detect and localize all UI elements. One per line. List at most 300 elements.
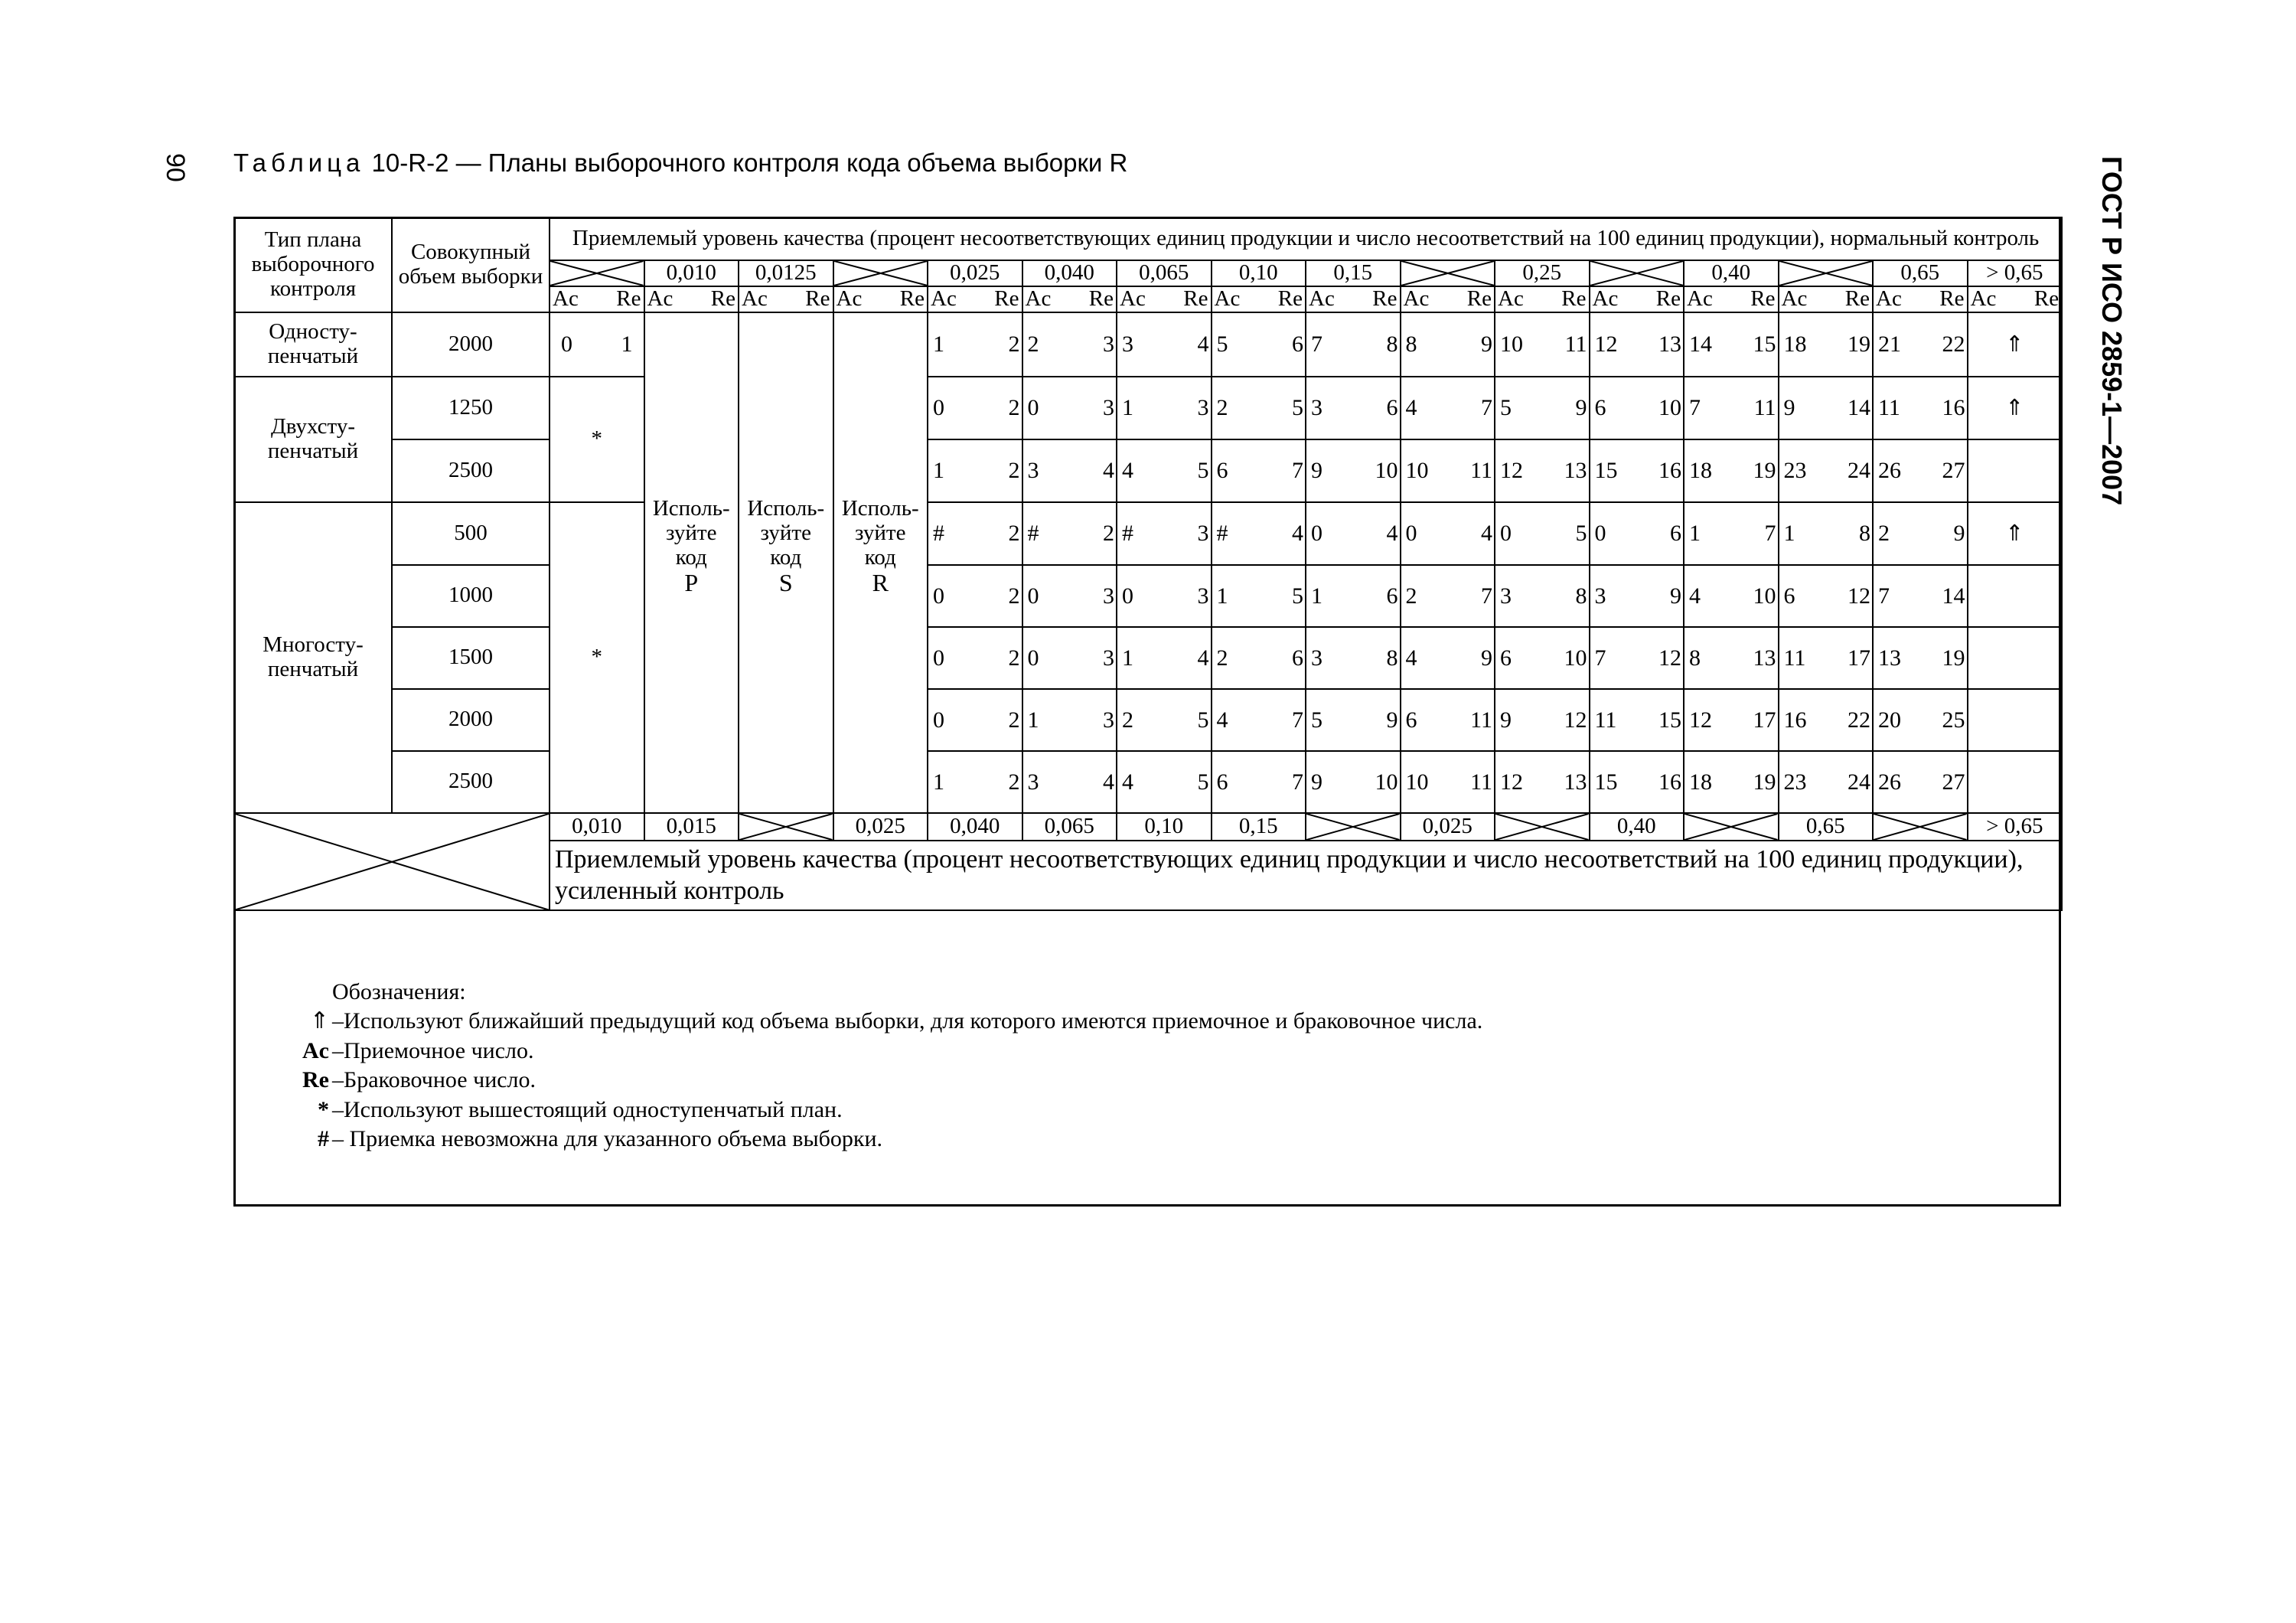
ac-value: 6 — [1500, 645, 1512, 671]
ac-re-cell — [928, 377, 1022, 439]
re-value: 2 — [1008, 707, 1020, 733]
ac-re-pair — [1401, 707, 1495, 733]
re-value: 9 — [1575, 395, 1587, 421]
ac-re-pair — [1212, 458, 1306, 483]
table-row — [234, 751, 2062, 813]
re-value: 17 — [1753, 707, 1776, 733]
ac-re-header — [1495, 286, 1590, 312]
ac-value: 1 — [1122, 645, 1133, 671]
ac-re-cell — [1684, 751, 1779, 813]
ac-value: 10 — [1405, 769, 1429, 795]
re-value: 5 — [1292, 583, 1303, 609]
ac-re-cell — [1212, 312, 1306, 377]
ac-value: 0 — [933, 707, 944, 733]
ac-re-cell — [1212, 377, 1306, 439]
ac-re-pair — [1495, 769, 1589, 795]
tightened-aql-cell: 0,010 — [550, 813, 644, 841]
ac-re-cell — [928, 689, 1022, 751]
ac-re-cell — [1022, 751, 1117, 813]
ac-value: # — [1216, 521, 1228, 547]
ac-value: 0 — [933, 395, 944, 421]
re-value: 7 — [1481, 583, 1492, 609]
plan-type-single: Односту-пенчатый — [234, 312, 392, 377]
tightened-aql-cell: 0,15 — [1212, 813, 1306, 841]
ac-re-pair — [1779, 521, 1873, 546]
legend-symbol: * — [318, 1096, 329, 1122]
ac-re-pair — [1779, 645, 1873, 671]
ac-value: 18 — [1689, 458, 1712, 484]
re-value: 3 — [1103, 645, 1114, 671]
ac-value: 8 — [1689, 645, 1701, 671]
cross-out-mark — [739, 814, 833, 840]
ac-re-header — [1401, 286, 1495, 312]
aql-normal-title: Приемлемый уровень качества (процент несоответствующих единиц продукции и число несоответствий на 100 единиц продукции), нормальный контроль — [550, 217, 2062, 260]
cross-out-mark — [1495, 814, 1589, 840]
re-value: 14 — [1848, 395, 1870, 421]
re-value: 6 — [1670, 521, 1681, 547]
re-value: 8 — [1386, 331, 1398, 358]
ac-re-pair — [1023, 458, 1117, 483]
re-value: 4 — [1103, 769, 1114, 795]
ac-value: # — [1027, 521, 1039, 547]
ac-re-cell — [928, 312, 1022, 377]
re-label: Re — [1655, 286, 1681, 311]
re-value: 6 — [1386, 395, 1398, 421]
ac-value: # — [1122, 521, 1133, 547]
cross-out-mark — [550, 261, 644, 286]
re-value: 12 — [1848, 583, 1870, 609]
use-code-s-cell — [739, 312, 833, 813]
ac-re-cell — [1779, 439, 1874, 502]
ac-re-pair — [1874, 458, 1967, 483]
ac-re-pair — [1590, 395, 1684, 420]
table-row — [234, 502, 2062, 565]
ac-value: 4 — [1689, 583, 1701, 609]
re-value: 12 — [1658, 645, 1681, 671]
ac-re-pair — [1779, 707, 1873, 733]
re-value: 9 — [1481, 331, 1492, 358]
ac-re-pair — [1779, 583, 1873, 609]
ac-re-pair — [1023, 331, 1117, 357]
ac-re-cell — [1306, 439, 1401, 502]
re-value: 22 — [1848, 707, 1870, 733]
tightened-aql-cell: 0,65 — [1779, 813, 1874, 841]
ac-re-pair — [1117, 583, 1211, 609]
legend-text: –Используют вышестоящий одноступенчатый план. — [332, 1096, 843, 1122]
ac-value: 21 — [1878, 331, 1901, 358]
ac-value: 12 — [1500, 458, 1523, 484]
re-value: 2 — [1008, 583, 1020, 609]
re-value: 2 — [1008, 331, 1020, 358]
ac-value: 9 — [1311, 458, 1322, 484]
ac-re-pair — [1495, 521, 1589, 546]
sampling-plan-sheet — [233, 217, 2061, 1207]
ac-re-pair — [1684, 645, 1778, 671]
ac-re-cell — [1401, 689, 1495, 751]
ac-re-cell — [1495, 751, 1590, 813]
ac-re-cell — [1306, 565, 1401, 627]
ac-label: Ac — [742, 286, 768, 311]
ac-re-pair — [1212, 331, 1306, 357]
ac-re-pair — [928, 769, 1022, 795]
ac-re-pair — [1495, 331, 1589, 357]
re-label: Re — [805, 286, 830, 311]
tightened-aql-cell — [739, 813, 833, 841]
re-value: 2 — [1008, 521, 1020, 547]
ac-re-cell — [1117, 312, 1212, 377]
ac-re-cell — [1873, 439, 1968, 502]
legend-item — [280, 1096, 1482, 1125]
ac-re-cell — [1873, 627, 1968, 689]
legend-text: –Браковочное число. — [332, 1067, 536, 1093]
re-value: 13 — [1564, 769, 1587, 795]
ac-re-pair — [1684, 583, 1778, 609]
ac-value: 5 — [1216, 331, 1228, 358]
ac-re-cell — [1212, 439, 1306, 502]
aql-column-header: 0,40 — [1684, 260, 1779, 286]
ac-re-pair — [1023, 707, 1117, 733]
cumulative-size-cell: 500 — [392, 502, 550, 565]
ac-label: Ac — [1970, 286, 1997, 311]
ac-value: 1 — [1027, 707, 1039, 733]
re-value: 9 — [1481, 645, 1492, 671]
last-column-cell — [1968, 751, 2063, 813]
re-value: 5 — [1197, 707, 1209, 733]
re-value: 7 — [1292, 707, 1303, 733]
ac-re-cell — [1684, 565, 1779, 627]
ac-re-pair — [1401, 521, 1495, 546]
re-label: Re — [1088, 286, 1114, 311]
ac-re-cell — [1401, 751, 1495, 813]
ac-re-header — [1117, 286, 1212, 312]
ac-re-cell — [1684, 439, 1779, 502]
re-value: 3 — [1103, 331, 1114, 358]
ac-value: 1 — [933, 769, 944, 795]
ac-value: 2 — [1878, 521, 1890, 547]
re-value: 8 — [1859, 521, 1870, 547]
re-value: 1 — [621, 331, 633, 358]
re-value: 17 — [1848, 645, 1870, 671]
ac-re-pair — [1684, 521, 1778, 546]
ac-label: Ac — [1403, 286, 1430, 311]
ac-re-pair — [1684, 395, 1778, 420]
ac-re-cell — [1022, 502, 1117, 565]
re-value: 16 — [1658, 458, 1681, 484]
ac-re-pair — [1590, 583, 1684, 609]
re-label: Re — [616, 286, 641, 311]
legend-item — [280, 1125, 1482, 1154]
use-code-text: Исполь- — [652, 495, 730, 521]
re-value: 11 — [1470, 458, 1492, 484]
ac-re-cell — [1495, 502, 1590, 565]
re-value: 9 — [1953, 521, 1965, 547]
cross-out-mark — [1684, 814, 1778, 840]
re-value: 10 — [1375, 458, 1398, 484]
ac-re-pair — [1212, 583, 1306, 609]
ac-re-header — [644, 286, 739, 312]
ac-re-pair — [1023, 769, 1117, 795]
aql-column-header — [1590, 260, 1684, 286]
ac-re-pair — [928, 331, 1022, 357]
re-value: 3 — [1197, 395, 1209, 421]
re-label: Re — [1561, 286, 1587, 311]
ac-re-cell — [1873, 751, 1968, 813]
ac-value: 0 — [1027, 395, 1039, 421]
ac-re-cell — [1779, 627, 1874, 689]
re-value: 4 — [1481, 521, 1492, 547]
legend-symbol: Ac — [302, 1037, 329, 1063]
ac-re-pair — [1590, 331, 1684, 357]
ac-value: 5 — [1500, 395, 1512, 421]
higher-single-plan-cell: * — [550, 377, 644, 502]
re-value: 3 — [1197, 521, 1209, 547]
ac-value: 0 — [933, 583, 944, 609]
use-code-text: зуйте — [666, 520, 717, 545]
ac-re-pair — [1117, 769, 1211, 795]
ac-re-cell — [1117, 751, 1212, 813]
ac-value: 7 — [1311, 331, 1322, 358]
ac-value: 3 — [1027, 458, 1039, 484]
ac-re-cell — [1212, 565, 1306, 627]
ac-value: 13 — [1878, 645, 1901, 671]
tightened-aql-cell — [1873, 813, 1968, 841]
ac-re-cell — [1022, 565, 1117, 627]
re-value: 25 — [1942, 707, 1965, 733]
re-value: 19 — [1942, 645, 1965, 671]
re-value: 5 — [1575, 521, 1587, 547]
ac-re-cell — [1590, 312, 1684, 377]
ac-re-pair — [1874, 521, 1967, 546]
cross-out-mark — [1874, 814, 1967, 840]
re-value: 15 — [1753, 331, 1776, 358]
ac-re-pair — [1874, 645, 1967, 671]
use-code-letter: P — [684, 569, 699, 597]
ac-re-cell — [1495, 689, 1590, 751]
ac-value: 0 — [1500, 521, 1512, 547]
table-row — [234, 439, 2062, 502]
aql-column-header — [833, 260, 928, 286]
ac-re-pair — [1495, 458, 1589, 483]
tightened-aql-cell — [1306, 813, 1401, 841]
re-value: 11 — [1564, 331, 1587, 358]
ac-value: 23 — [1783, 458, 1807, 484]
ac-re-pair — [1779, 395, 1873, 420]
ac-value: 4 — [1216, 707, 1228, 733]
aql-tightened-title: Приемлемый уровень качества (процент несоответствующих единиц продукции и число несоответствий на 100 единиц продукции), усиленный контроль — [550, 841, 2062, 911]
ac-re-cell — [1590, 377, 1684, 439]
ac-value: 7 — [1878, 583, 1890, 609]
ac-value: 15 — [1594, 769, 1618, 795]
ac-label: Ac — [931, 286, 957, 311]
re-value: 3 — [1103, 583, 1114, 609]
ac-value: 11 — [1878, 395, 1900, 421]
re-value: 10 — [1375, 769, 1398, 795]
ac-value: 10 — [1405, 458, 1429, 484]
ac-re-pair — [1306, 331, 1400, 357]
re-value: 2 — [1008, 395, 1020, 421]
ac-re-cell — [1684, 627, 1779, 689]
re-value: 13 — [1564, 458, 1587, 484]
tightened-aql-cell: 0,025 — [1401, 813, 1495, 841]
ac-label: Ac — [647, 286, 673, 311]
ac-label: Ac — [1309, 286, 1335, 311]
ac-re-pair — [1212, 707, 1306, 733]
ac-re-cell — [1590, 439, 1684, 502]
re-label: Re — [1277, 286, 1303, 311]
ac-value: 6 — [1783, 583, 1795, 609]
ac-re-pair — [1117, 458, 1211, 483]
ac-re-cell — [1022, 689, 1117, 751]
legend-item — [280, 1066, 1482, 1095]
re-value: 2 — [1008, 645, 1020, 671]
ac-re-cell — [1684, 312, 1779, 377]
re-value: 13 — [1658, 331, 1681, 358]
ac-value: 3 — [1594, 583, 1606, 609]
re-value: 15 — [1658, 707, 1681, 733]
ac-re-cell — [1306, 312, 1401, 377]
table-caption — [233, 149, 1127, 178]
ac-re-cell — [1306, 751, 1401, 813]
cumulative-size-header: Совокупный объем выборки — [392, 217, 550, 312]
ac-re-pair — [1306, 769, 1400, 795]
ac-value: 1 — [1689, 521, 1701, 547]
ac-re-pair — [1590, 458, 1684, 483]
ac-value: 2 — [1122, 707, 1133, 733]
ac-re-cell — [1401, 565, 1495, 627]
ac-value: 9 — [1783, 395, 1795, 421]
ac-re-pair — [1401, 645, 1495, 671]
re-value: 19 — [1753, 769, 1776, 795]
tightened-aql-cell: 0,065 — [1022, 813, 1117, 841]
ac-re-header — [550, 286, 644, 312]
ac-re-header — [1590, 286, 1684, 312]
ac-value: # — [933, 521, 944, 547]
ac-value: 8 — [1405, 331, 1417, 358]
legend-symbol: Re — [302, 1067, 329, 1093]
ac-value: 11 — [1783, 645, 1806, 671]
ac-re-pair — [1874, 707, 1967, 733]
tightened-aql-cell: 0,040 — [928, 813, 1022, 841]
ac-re-pair — [1306, 645, 1400, 671]
ac-label: Ac — [1498, 286, 1524, 311]
ac-value: 1 — [1122, 395, 1133, 421]
re-value: 5 — [1197, 458, 1209, 484]
ac-value: 1 — [1216, 583, 1228, 609]
re-value: 2 — [1008, 458, 1020, 484]
ac-label: Ac — [1687, 286, 1713, 311]
ac-re-pair — [928, 583, 1022, 609]
ac-value: 12 — [1500, 769, 1523, 795]
aql-column-header: 0,025 — [928, 260, 1022, 286]
ac-re-cell — [1401, 312, 1495, 377]
re-label: Re — [1372, 286, 1397, 311]
re-value: 19 — [1848, 331, 1870, 358]
use-code-letter: S — [778, 569, 793, 597]
ac-value: 18 — [1689, 769, 1712, 795]
ac-re-cell — [1306, 502, 1401, 565]
ac-re-cell — [1401, 502, 1495, 565]
ac-label: Ac — [1781, 286, 1808, 311]
ac-re-cell — [1873, 565, 1968, 627]
ac-value: 0 — [561, 331, 572, 358]
cumulative-size-cell: 2500 — [392, 751, 550, 813]
re-value: 10 — [1564, 645, 1587, 671]
re-value: 9 — [1386, 707, 1398, 733]
re-value: 9 — [1670, 583, 1681, 609]
up-arrow-icon: ⇑ — [309, 1007, 329, 1035]
re-label: Re — [1750, 286, 1776, 311]
aql-column-header: 0,10 — [1212, 260, 1306, 286]
ac-value: 3 — [1122, 331, 1133, 358]
re-value: 10 — [1753, 583, 1776, 609]
ac-re-cell — [1022, 439, 1117, 502]
ac-re-pair — [1874, 331, 1967, 357]
ac-re-pair — [1684, 769, 1778, 795]
ac-value: 4 — [1405, 395, 1417, 421]
ac-re-cell — [1117, 565, 1212, 627]
use-code-text: Исполь- — [747, 495, 825, 521]
ac-re-header — [1968, 286, 2063, 312]
ac-re-pair — [1212, 521, 1306, 546]
ac-re-pair — [1401, 458, 1495, 483]
ac-label: Ac — [1214, 286, 1241, 311]
use-code-text: Исполь- — [841, 495, 919, 521]
ac-label: Ac — [1592, 286, 1619, 311]
re-value: 4 — [1197, 331, 1209, 358]
ac-re-cell — [1401, 627, 1495, 689]
cumulative-size-cell: 2000 — [392, 312, 550, 377]
re-value: 16 — [1658, 769, 1681, 795]
re-label: Re — [2033, 286, 2060, 311]
ac-re-cell — [928, 751, 1022, 813]
ac-re-pair — [928, 458, 1022, 483]
cross-out-mark — [1306, 814, 1400, 840]
cross-out-mark — [1779, 261, 1873, 286]
ac-re-pair — [928, 707, 1022, 733]
re-value: 4 — [1197, 645, 1209, 671]
re-label: Re — [994, 286, 1019, 311]
higher-single-plan-cell: * — [550, 502, 644, 813]
table-row — [234, 689, 2062, 751]
ac-re-cell — [1306, 377, 1401, 439]
re-value: 27 — [1942, 458, 1965, 484]
re-value: 8 — [1386, 645, 1398, 671]
aql-column-header: 0,65 — [1873, 260, 1968, 286]
ac-re-cell — [1684, 502, 1779, 565]
ac-re-pair — [1590, 645, 1684, 671]
ac-value: 0 — [1405, 521, 1417, 547]
table-row — [234, 813, 2062, 841]
ac-value: 3 — [1500, 583, 1512, 609]
ac-value: 4 — [1122, 458, 1133, 484]
re-value: 14 — [1942, 583, 1965, 609]
ac-re-pair — [1590, 521, 1684, 546]
legend-text: – Приемка невозможна для указанного объема выборки. — [332, 1125, 883, 1151]
ac-re-pair — [1495, 707, 1589, 733]
ac-value: 11 — [1594, 707, 1617, 733]
ac-label: Ac — [1025, 286, 1052, 311]
ac-re-cell — [1779, 312, 1874, 377]
ac-re-cell — [1590, 502, 1684, 565]
table-row — [234, 377, 2062, 439]
ac-re-pair — [1495, 395, 1589, 420]
plan-type-double: Двухсту-пенчатый — [234, 377, 392, 502]
re-value: 27 — [1942, 769, 1965, 795]
ac-re-pair — [1117, 645, 1211, 671]
ac-value: 2 — [1216, 395, 1228, 421]
ac-value: 3 — [1027, 769, 1039, 795]
ac-value: 6 — [1216, 769, 1228, 795]
